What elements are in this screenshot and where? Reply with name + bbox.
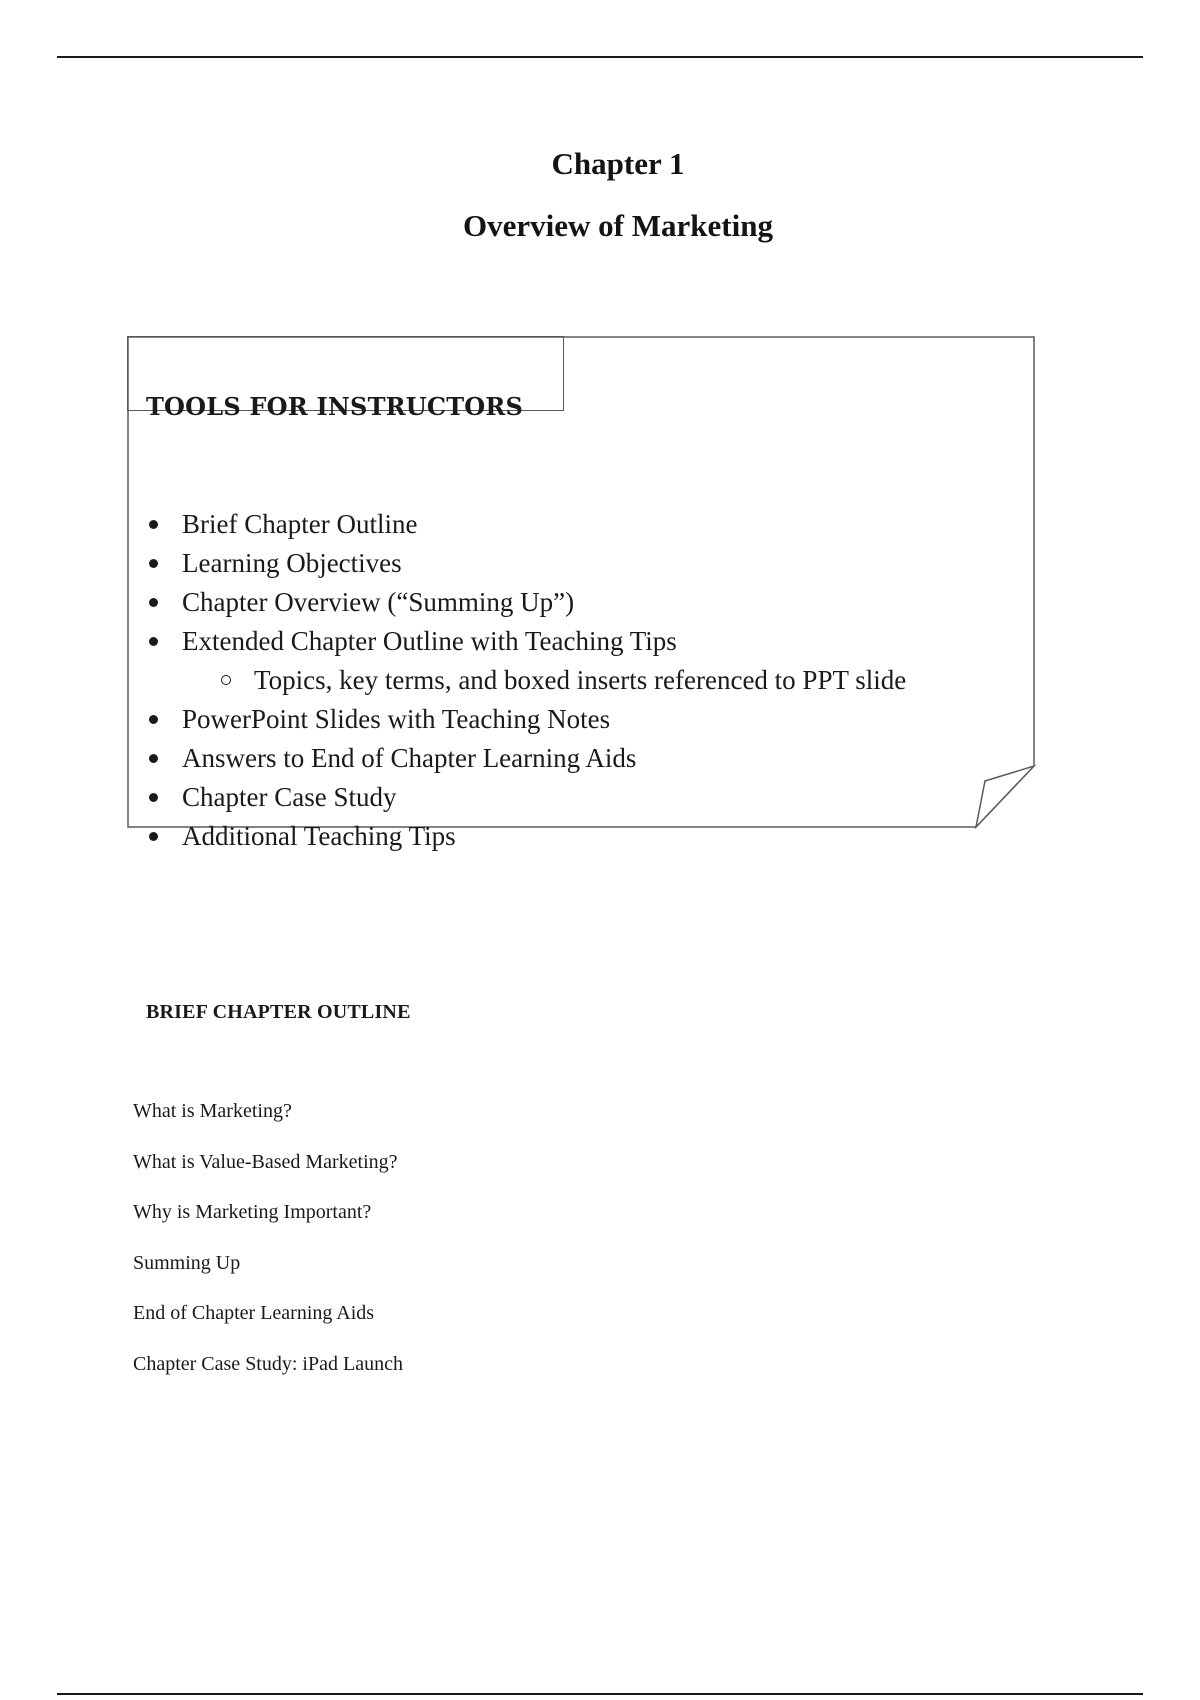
outline-item: What is Value-Based Marketing?	[133, 1150, 398, 1173]
outline-item: What is Marketing?	[133, 1100, 292, 1122]
brief-outline-heading: BRIEF CHAPTER OUTLINE	[146, 1001, 411, 1023]
bullet-icon	[149, 637, 158, 646]
chapter-number: Chapter 1	[551, 146, 685, 181]
bottom-rule	[57, 1693, 1143, 1695]
outline-item: Why is Marketing Important?	[133, 1201, 372, 1223]
outline-item: End of Chapter Learning Aids	[133, 1302, 375, 1324]
top-rule	[57, 56, 1143, 58]
hollow-bullet-icon	[221, 675, 231, 685]
bullet-icon	[149, 598, 158, 607]
bullet-icon	[149, 754, 158, 763]
bullet-icon	[149, 832, 158, 841]
bullet-icon	[149, 559, 158, 568]
brief-outline-list	[133, 1097, 403, 1400]
tools-heading: TOOLS FOR INSTRUCTORS	[146, 392, 524, 421]
outline-item: Summing Up	[133, 1251, 241, 1274]
chapter-title: Overview of Marketing	[463, 208, 773, 243]
page-curl-icon	[976, 766, 1034, 827]
bullet-icon	[149, 520, 158, 529]
bullet-icon	[149, 793, 158, 802]
outline-item: Chapter Case Study: iPad Launch	[133, 1352, 403, 1375]
bullet-icon	[149, 715, 158, 724]
